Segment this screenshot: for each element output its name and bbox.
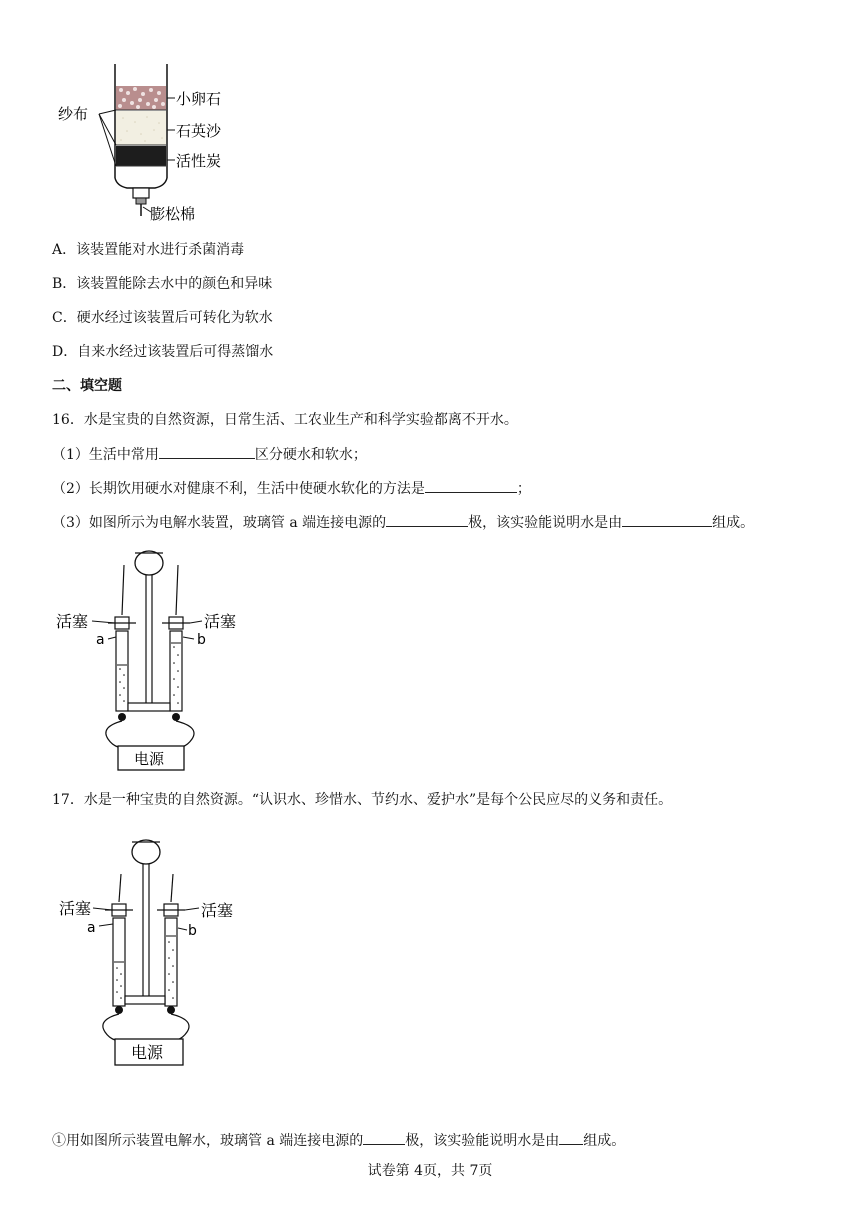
text: 组成。 xyxy=(583,1133,626,1149)
text: 组成。 xyxy=(712,515,755,531)
option-text: 该装置能对水进行杀菌消毒 xyxy=(76,242,245,258)
text: 极，该实验能说明水是由 xyxy=(405,1133,560,1149)
text: （1）生活中常用 xyxy=(52,447,159,463)
q16-part3 xyxy=(52,512,754,533)
option-letter: B． xyxy=(52,276,77,292)
cotton-label: 膨松棉 xyxy=(150,205,196,223)
tube-a-label: a xyxy=(96,632,105,648)
option-d xyxy=(52,342,273,362)
q16-part1 xyxy=(52,444,367,465)
option-a xyxy=(52,240,244,260)
option-text: 自来水经过该装置后可得蒸馏水 xyxy=(77,344,274,360)
option-letter: A． xyxy=(52,242,77,258)
text: 区分硬水和软水； xyxy=(254,447,367,463)
tube-b-label: b xyxy=(197,632,206,648)
gauze-label: 纱布 xyxy=(58,105,89,123)
answer-blank[interactable] xyxy=(386,512,468,527)
tube-b-label: b xyxy=(188,923,197,939)
water-filter-figure xyxy=(55,60,255,225)
electrolysis-apparatus-1 xyxy=(52,545,252,775)
stopcock-left-label: 活塞 xyxy=(59,899,92,918)
option-letter: D． xyxy=(52,344,78,360)
answer-blank[interactable] xyxy=(363,1130,405,1145)
tube-a-label: a xyxy=(87,920,96,936)
option-text: 硬水经过该装置后可转化为软水 xyxy=(76,310,273,326)
q16-part2 xyxy=(52,478,531,499)
option-text: 该装置能除去水中的颜色和异味 xyxy=(76,276,273,292)
answer-blank[interactable] xyxy=(622,512,712,527)
q16-stem: 16．水是宝贵的自然资源，日常生活、工农业生产和科学实验都离不开水。 xyxy=(52,412,518,428)
q17-sub1 xyxy=(52,1130,625,1151)
option-letter: C． xyxy=(52,310,77,326)
text: 极，该实验能说明水是由 xyxy=(468,515,623,531)
pebbles-label: 小卵石 xyxy=(176,90,222,108)
page-footer: 试卷第 4页，共 7页 xyxy=(367,1163,493,1179)
stopcock-right-label: 活塞 xyxy=(204,612,237,631)
electrolysis-apparatus-2 xyxy=(57,832,257,1072)
answer-blank[interactable] xyxy=(159,444,255,459)
power-label: 电源 xyxy=(134,750,165,768)
q17-stem: 17．水是一种宝贵的自然资源。“认识水、珍惜水、节约水、爱护水”是每个公民应尽的义务和责任。 xyxy=(52,792,673,808)
answer-blank[interactable] xyxy=(425,478,517,493)
option-c xyxy=(52,308,273,328)
section-title: 二、填空题 xyxy=(52,378,122,394)
answer-blank[interactable] xyxy=(559,1130,583,1145)
text: ； xyxy=(516,481,531,497)
option-b xyxy=(52,274,272,294)
power-label: 电源 xyxy=(131,1043,164,1062)
text: （3）如图所示为电解水装置，玻璃管 a 端连接电源的 xyxy=(52,515,387,531)
quartz-sand-label: 石英沙 xyxy=(176,122,222,140)
text: （2）长期饮用硬水对健康不利，生活中使硬水软化的方法是 xyxy=(52,481,425,497)
stopcock-right-label: 活塞 xyxy=(201,901,234,920)
stopcock-left-label: 活塞 xyxy=(56,612,89,631)
text: ①用如图所示装置电解水，玻璃管 a 端连接电源的 xyxy=(52,1133,364,1149)
activated-carbon-label: 活性炭 xyxy=(176,152,222,170)
